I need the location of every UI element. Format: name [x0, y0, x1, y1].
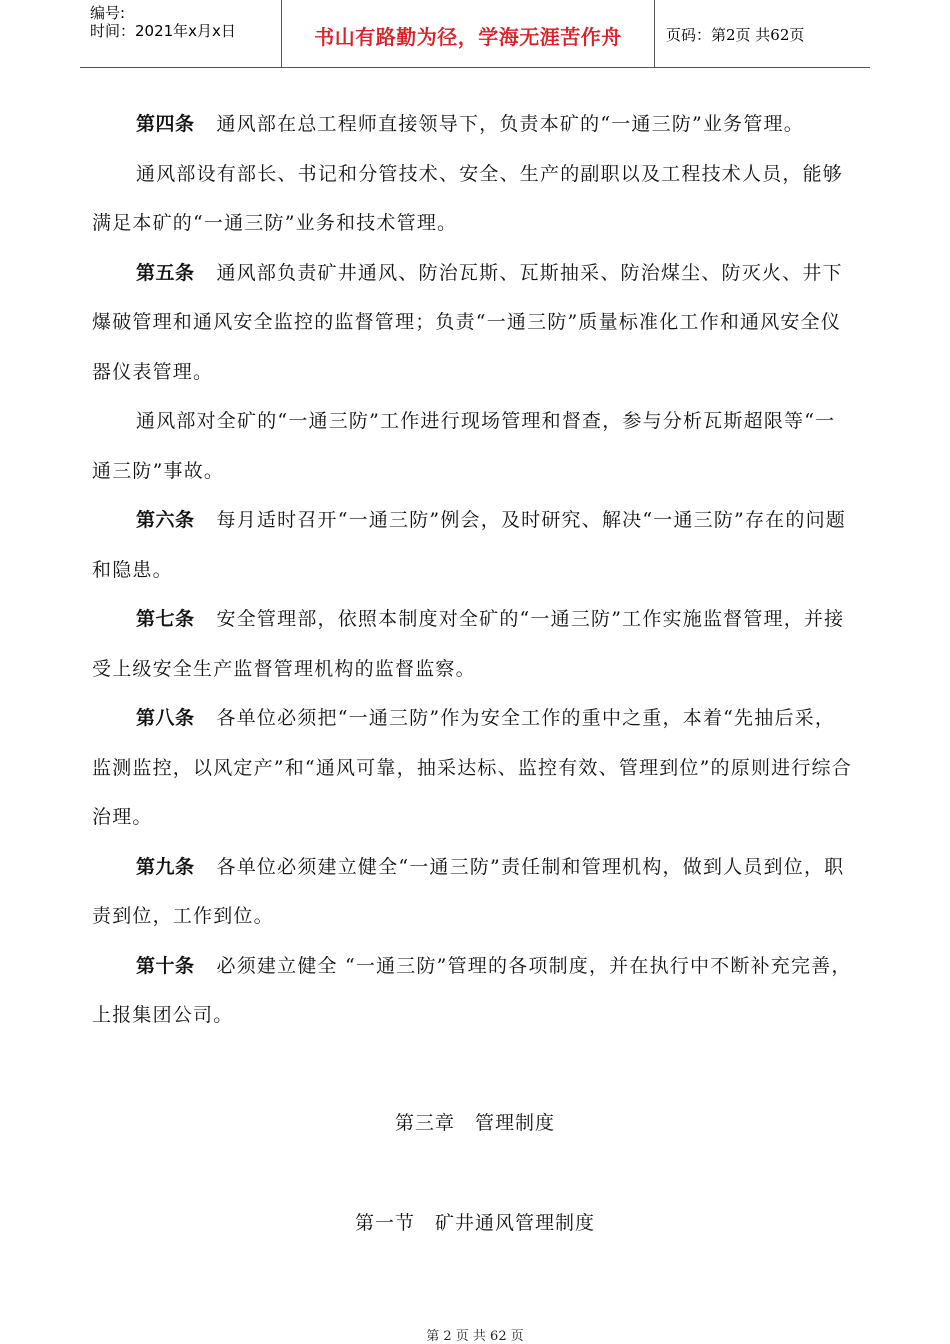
article-paragraph	[92, 496, 852, 595]
article-text: 每月适时召开“一通三防”例会，及时研究、解决“一通三防”存在的问题和隐患。	[92, 509, 846, 581]
article-text: 通风部对全矿的“一通三防”工作进行现场管理和督查，参与分析瓦斯超限等“一通三防”事故。	[92, 410, 836, 482]
article-paragraph	[92, 249, 852, 398]
page-header	[80, 0, 870, 68]
article-label: 第八条	[136, 707, 195, 729]
article-text: 通风部设有部长、书记和分管技术、安全、生产的副职以及工程技术人员，能够满足本矿的“一通三防”业务和技术管理。	[92, 162, 844, 234]
article-label: 第七条	[136, 608, 195, 630]
article-paragraph	[92, 100, 852, 150]
article-paragraph	[92, 595, 852, 694]
document-time-label: 时间：2021年x月x日	[90, 22, 236, 40]
document-body	[92, 100, 852, 1041]
document-number-label: 编号:	[90, 4, 126, 22]
article-label: 第九条	[136, 855, 195, 878]
header-page-info: 页码：第2页 共62页	[666, 26, 805, 44]
article-text: 必须建立健全 “一通三防”管理的各项制度，并在执行中不断补充完善，上报集团公司。	[92, 954, 852, 1026]
article-label: 第六条	[136, 509, 195, 531]
article-text: 通风部在总工程师直接领导下，负责本矿的“一通三防”业务管理。	[216, 113, 804, 135]
article-text: 各单位必须把“一通三防”作为安全工作的重中之重，本着“先抽后采，监测监控，以风定产”和“通风可靠，抽采达标、监控有效、管理到位”的原则进行综合治理。	[92, 707, 852, 828]
article-text: 安全管理部，依照本制度对全矿的“一通三防”工作实施监督管理，并接受上级安全生产监督管理机构的监督监察。	[92, 608, 845, 680]
article-label: 第十条	[136, 954, 195, 977]
header-divider	[654, 0, 655, 67]
article-text: 各单位必须建立健全“一通三防”责任制和管理机构，做到人员到位，职责到位，工作到位。	[92, 855, 845, 927]
article-paragraph	[92, 397, 852, 496]
page-footer: 第 2 页 共 62 页	[426, 1329, 524, 1344]
section-heading: 第一节 矿井通风管理制度	[354, 1212, 595, 1234]
article-label: 第五条	[136, 261, 195, 284]
article-paragraph	[92, 150, 852, 249]
header-meta	[90, 4, 236, 40]
header-motto: 书山有路勤为径，学海无涯苦作舟	[314, 25, 622, 49]
article-paragraph	[92, 694, 852, 843]
chapter-heading: 第三章 管理制度	[394, 1112, 555, 1134]
article-label: 第四条	[136, 113, 195, 135]
article-text: 通风部负责矿井通风、防治瓦斯、瓦斯抽采、防治煤尘、防灭火、井下爆破管理和通风安全监控的监督管理；负责“一通三防”质量标准化工作和通风安全仪器仪表管理。	[92, 261, 843, 383]
article-paragraph	[92, 843, 852, 942]
article-paragraph	[92, 942, 852, 1041]
